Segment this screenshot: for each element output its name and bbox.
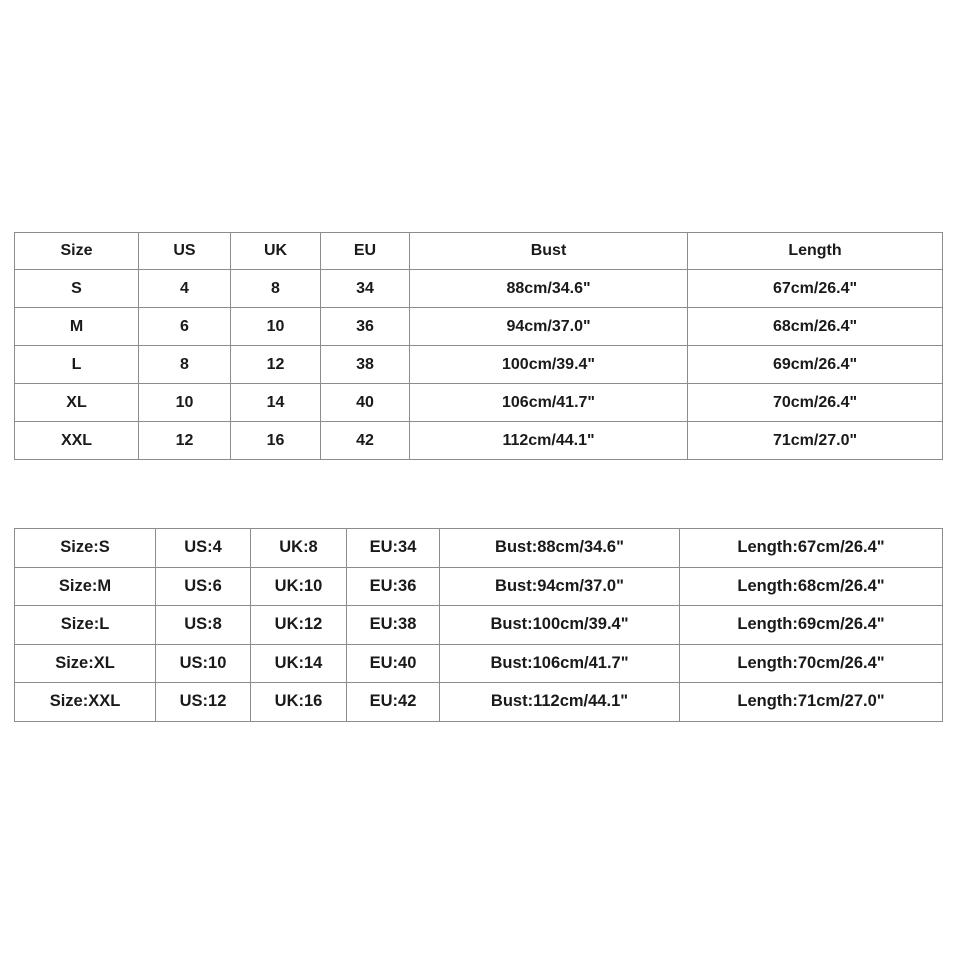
table-row	[15, 346, 943, 384]
table-cell: Size:L	[15, 606, 156, 645]
table-cell: Length:67cm/26.4"	[680, 529, 943, 568]
table-cell: UK:12	[251, 606, 347, 645]
table-cell: 12	[139, 422, 231, 460]
table-cell: Length:68cm/26.4"	[680, 567, 943, 606]
size-chart-table	[14, 232, 943, 460]
table-cell: Bust:112cm/44.1"	[440, 683, 680, 722]
header-cell-us: US	[139, 233, 231, 270]
table-cell: UK:14	[251, 644, 347, 683]
table-row	[15, 606, 943, 645]
table-cell: 42	[321, 422, 410, 460]
table-cell: 14	[231, 384, 321, 422]
table-cell: Bust:88cm/34.6"	[440, 529, 680, 568]
table-cell: M	[15, 308, 139, 346]
table-cell: US:8	[156, 606, 251, 645]
header-cell-eu: EU	[321, 233, 410, 270]
table-cell: US:6	[156, 567, 251, 606]
table-row	[15, 644, 943, 683]
table-cell: Bust:94cm/37.0"	[440, 567, 680, 606]
table-row	[15, 308, 943, 346]
header-cell-uk: UK	[231, 233, 321, 270]
table-cell: Bust:100cm/39.4"	[440, 606, 680, 645]
table-cell: Size:S	[15, 529, 156, 568]
header-cell-bust: Bust	[410, 233, 688, 270]
table-cell: XXL	[15, 422, 139, 460]
table-cell: EU:38	[347, 606, 440, 645]
table-cell: UK:8	[251, 529, 347, 568]
table-row	[15, 529, 943, 568]
table-cell: US:12	[156, 683, 251, 722]
table-cell: 68cm/26.4"	[688, 308, 943, 346]
table-cell: US:10	[156, 644, 251, 683]
table-row	[15, 683, 943, 722]
table-cell: Size:XXL	[15, 683, 156, 722]
table-cell: 6	[139, 308, 231, 346]
table-cell: 36	[321, 308, 410, 346]
table-cell: 16	[231, 422, 321, 460]
table-cell: 38	[321, 346, 410, 384]
labeled-size-chart-table	[14, 528, 943, 722]
table-cell: 10	[139, 384, 231, 422]
table-cell: 94cm/37.0"	[410, 308, 688, 346]
table-cell: 112cm/44.1"	[410, 422, 688, 460]
table-cell: Size:XL	[15, 644, 156, 683]
table-cell: 8	[139, 346, 231, 384]
table-cell: 106cm/41.7"	[410, 384, 688, 422]
table-row	[15, 567, 943, 606]
table-cell: Size:M	[15, 567, 156, 606]
table-cell: Length:71cm/27.0"	[680, 683, 943, 722]
table-cell: XL	[15, 384, 139, 422]
table-cell: EU:40	[347, 644, 440, 683]
table-cell: UK:10	[251, 567, 347, 606]
table-cell: 4	[139, 270, 231, 308]
table-cell: 100cm/39.4"	[410, 346, 688, 384]
table-cell: 40	[321, 384, 410, 422]
header-cell-size: Size	[15, 233, 139, 270]
table-header-row	[15, 233, 943, 270]
table-cell: EU:42	[347, 683, 440, 722]
table-cell: UK:16	[251, 683, 347, 722]
table-cell: S	[15, 270, 139, 308]
table-cell: Bust:106cm/41.7"	[440, 644, 680, 683]
table-cell: EU:36	[347, 567, 440, 606]
table-cell: 8	[231, 270, 321, 308]
table-cell: 34	[321, 270, 410, 308]
table-cell: EU:34	[347, 529, 440, 568]
table-row	[15, 422, 943, 460]
table-cell: 12	[231, 346, 321, 384]
table-row	[15, 384, 943, 422]
table-cell: US:4	[156, 529, 251, 568]
table-cell: 70cm/26.4"	[688, 384, 943, 422]
table-cell: L	[15, 346, 139, 384]
table-cell: 10	[231, 308, 321, 346]
table-cell: 69cm/26.4"	[688, 346, 943, 384]
table-cell: 67cm/26.4"	[688, 270, 943, 308]
table-cell: 71cm/27.0"	[688, 422, 943, 460]
header-cell-length: Length	[688, 233, 943, 270]
table-cell: Length:69cm/26.4"	[680, 606, 943, 645]
table-row	[15, 270, 943, 308]
table-cell: 88cm/34.6"	[410, 270, 688, 308]
table-cell: Length:70cm/26.4"	[680, 644, 943, 683]
